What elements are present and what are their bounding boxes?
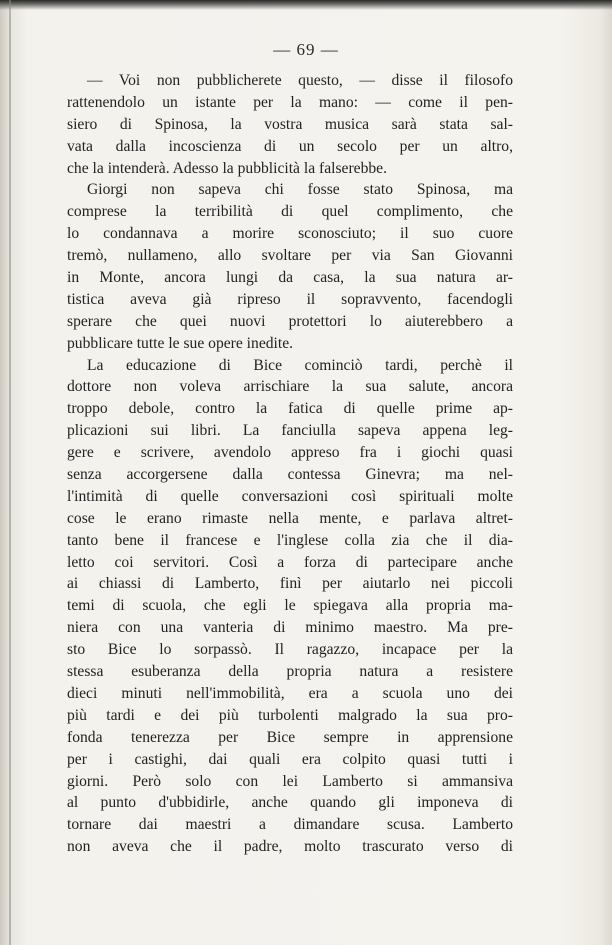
body-text bbox=[67, 70, 513, 858]
text-line: temi di scuola, che egli le spiegava alla propria ma- bbox=[67, 597, 513, 615]
text-line: Giorgi non sapeva chi fosse stato Spinosa, ma bbox=[87, 181, 513, 199]
text-line: tornare dai maestri a dimandare scusa. Lamberto bbox=[67, 816, 513, 834]
text-line: pubblicare tutte le sue opere inedite. bbox=[67, 334, 294, 352]
text-line: La educazione di Bice cominciò tardi, perchè il bbox=[87, 356, 513, 374]
text-line: più tardi e dei più turbolenti malgrado la sua pro- bbox=[67, 706, 513, 724]
page-number: — 69 — bbox=[273, 40, 339, 59]
scan-top-shadow bbox=[0, 0, 612, 10]
text-line: ai chiassi di Lamberto, finì per aiutarlo nei piccoli bbox=[67, 575, 513, 593]
text-line: letto coi servitori. Così a forza di partecipare anche bbox=[67, 553, 513, 571]
text-line: non aveva che il padre, molto trascurato verso di bbox=[67, 838, 513, 856]
text-line: giorni. Però solo con lei Lamberto si ammansiva bbox=[67, 772, 513, 790]
text-line: dieci minuti nell'immobilità, era a scuola uno dei bbox=[67, 684, 513, 702]
text-line: cose le erano rimaste nella mente, e parlava altret- bbox=[67, 509, 513, 527]
text-line: lo condannava a morire sconosciuto; il suo cuore bbox=[67, 225, 513, 243]
text-line: per i castighi, dai quali era colpito quasi tutti i bbox=[67, 750, 513, 768]
page-edge-line bbox=[9, 0, 11, 945]
text-line: niera con una vanteria di minimo maestro. Ma pre- bbox=[67, 619, 513, 637]
text-line: — Voi non pubblicherete questo, — disse il filosofo bbox=[87, 72, 513, 89]
text-line: gere e scrivere, avendolo appreso fra i giochi quasi bbox=[67, 444, 513, 462]
text-line: tanto bene il francese e l'inglese colla zia che il dia- bbox=[67, 531, 513, 549]
text-line: tistica aveva già ripreso il sopravvento, facendogli bbox=[67, 290, 513, 308]
text-line: che la intenderà. Adesso la pubblicità la falserebbe. bbox=[67, 159, 387, 177]
text-line: fonda tenerezza per Bice sempre in apprensione bbox=[67, 728, 513, 746]
text-line: in Monte, ancora lungi da casa, la sua natura ar- bbox=[67, 269, 513, 287]
text-line: comprese la terribilità di quel complimento, che bbox=[67, 203, 513, 221]
text-line: siero di Spinosa, la vostra musica sarà stata sal- bbox=[67, 115, 513, 133]
text-line: plicazioni sui libri. La fanciulla sapeva appena leg- bbox=[67, 422, 513, 440]
text-line: sperare che quei nuovi protettori lo aiuterebbero a bbox=[67, 312, 513, 330]
text-line: senza accorgersene dalla contessa Ginevra; ma nel- bbox=[67, 466, 513, 484]
text-line: vata dalla incoscienza di un secolo per un altro, bbox=[67, 137, 513, 155]
text-line: dottore non voleva arrischiare la sua salute, ancora bbox=[67, 378, 513, 396]
text-line: sto Bice lo sorpassò. Il ragazzo, incapace per la bbox=[67, 641, 513, 659]
text-line: l'intimità di quelle conversazioni così spirituali molte bbox=[67, 487, 513, 505]
text-line: stessa esuberanza della propria natura a resistere bbox=[67, 663, 513, 681]
text-line: al punto d'ubbidirle, anche quando gli imponeva di bbox=[67, 794, 513, 812]
text-line: troppo debole, contro la fatica di quelle prime ap- bbox=[67, 400, 513, 418]
text-line: rattenendolo un istante per la mano: — come il pen- bbox=[67, 93, 513, 111]
text-line: tremò, nullameno, allo svoltare per via San Giovanni bbox=[67, 247, 513, 265]
